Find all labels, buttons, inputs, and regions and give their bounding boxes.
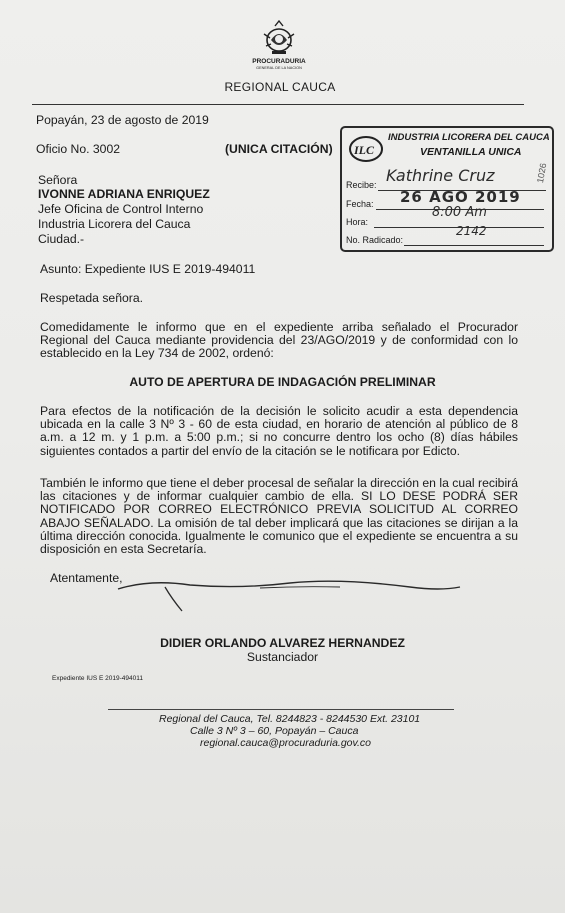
- email-notice-caps: SI LO DESE PODRÁ SER NOTIFICADO POR CORREO ELECTRÓNICO PREVIA SOLICITUD AL CORREO ABAJO SEÑALADO.: [40, 489, 518, 530]
- side-handwritten-mark: 1026: [535, 162, 549, 184]
- stamp-fecha-value: 26 AGO 2019: [400, 188, 521, 206]
- stamp-title: INDUSTRIA LICORERA DEL CAUCA: [388, 132, 550, 143]
- stamp-radicado-value: 2142: [456, 224, 487, 238]
- stamp-radicado-label: No. Radicado:: [346, 235, 404, 245]
- paragraph-intro: Comedidamente le informo que en el expediente arriba señalado el Procurador Regional del Cauca mediante providencia del 23/AGO/2019 y de conformidad con lo establecido en la Ley 734 de 2002, ordenó:: [40, 320, 518, 361]
- signer-name: DIDIER ORLANDO ALVAREZ HERNANDEZ: [160, 636, 405, 650]
- oficio-number: Oficio No. 3002: [36, 142, 121, 156]
- recipient-position: Jefe Oficina de Control Interno: [38, 202, 204, 216]
- closing: Atentamente,: [50, 571, 123, 585]
- footer-email: regional.cauca@procuraduria.gov.co: [200, 737, 371, 749]
- reference-expediente: Expediente IUS E 2019-494011: [52, 675, 143, 682]
- paragraph-address-duty-end: La omisión de tal deber implicará que las citaciones se dirijan a la última dirección conocida. Igualmente le comunico que el expediente se encuentra a su disposición en esta Secretaría.: [40, 515, 518, 557]
- footer-divider: [108, 709, 454, 710]
- crest-subtext: GENERAL DE LA NACION: [256, 66, 302, 70]
- svg-text:ILC: ILC: [354, 143, 375, 157]
- signer-role: Sustanciador: [246, 650, 319, 664]
- stamp-hora-value: 8:00 Am: [432, 205, 487, 220]
- place-date: Popayán, 23 de agosto de 2019: [36, 113, 209, 127]
- ilc-logo-icon: [348, 134, 384, 164]
- crest-text: PROCURADURIA: [252, 58, 306, 65]
- stamp-subtitle: VENTANILLA UNICA: [420, 146, 522, 158]
- header-divider: [32, 104, 524, 105]
- stamp-recibe-value: Kathrine Cruz: [386, 166, 495, 185]
- paragraph-address-duty-start: También le informo que tiene el deber procesal de señalar la dirección en la cual recibirá las citaciones y de informar cualquier cambio de ella.: [40, 476, 518, 504]
- procuraduria-crest-icon: [258, 20, 300, 82]
- stamp-radicado-line: [404, 245, 544, 246]
- subject-line: Asunto: Expediente IUS E 2019-494011: [40, 262, 256, 276]
- greeting: Respetada señora.: [40, 291, 143, 305]
- recipient-salutation-title: Señora: [38, 173, 78, 187]
- paragraph-address-duty: [40, 477, 518, 556]
- footer-street: Calle 3 Nº 3 – 60, Popayán – Cauca: [190, 725, 359, 737]
- regional-heading: REGIONAL CAUCA: [224, 80, 336, 94]
- stamp-recibe-label: Recibe:: [346, 180, 377, 190]
- citacion-label: (UNICA CITACIÓN): [225, 142, 333, 156]
- reception-stamp: [340, 126, 554, 252]
- stamp-hora-label: Hora:: [346, 217, 369, 227]
- resolution-heading: AUTO DE APERTURA DE INDAGACIÓN PRELIMINAR: [129, 375, 436, 389]
- recipient-name: IVONNE ADRIANA ENRIQUEZ: [38, 187, 210, 201]
- recipient-city: Ciudad.-: [38, 232, 85, 246]
- footer-address: Regional del Cauca, Tel. 8244823 - 8244530 Ext. 23101: [159, 713, 421, 725]
- stamp-fecha-label: Fecha:: [346, 199, 374, 209]
- paragraph-notification: Para efectos de la notificación de la decisión le solicito acudir a esta dependencia ubicada en la calle 3 Nº 3 - 60 de esta ciudad, en horario de atención al público de 8 a.m. a 12 m. y 1 p.m. a 5:00 p.m.; si no concurre dentro los ocho (8) días hábiles siguientes contados a partir del envío de la citación se le notificara por Edicto.: [40, 404, 518, 458]
- handwritten-signature: [110, 575, 470, 620]
- recipient-organization: Industria Licorera del Cauca: [38, 217, 191, 231]
